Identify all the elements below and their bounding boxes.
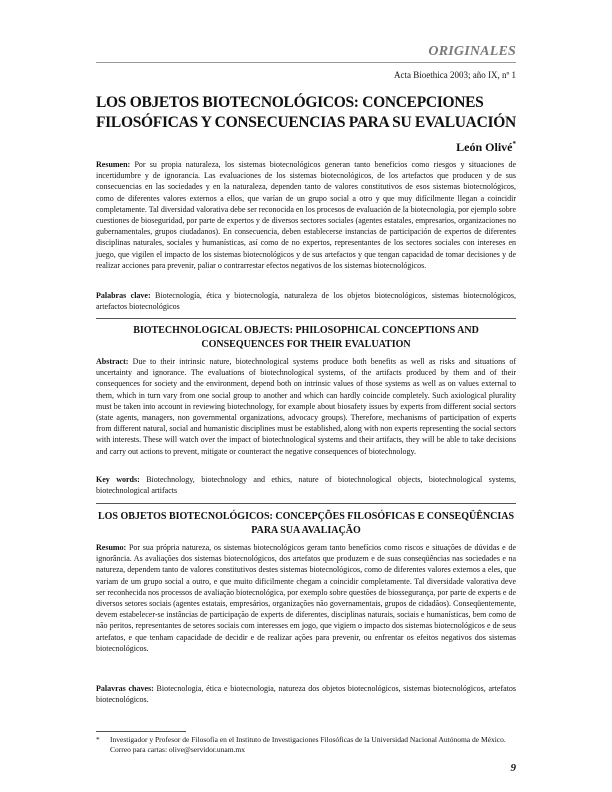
- footnote-text: Investigador y Profesor de Filosofía en el Instituto de Investigaciones Filosóficas de la Universidad Nacional Autónoma de México. Correo para cartas: olive@servidor.unam.mx: [110, 735, 506, 754]
- footnote-divider: [96, 731, 186, 732]
- author-footnote: [96, 735, 516, 755]
- keywords-es-text: Biotecnología, ética y biotecnología, naturaleza de los objetos biotecnológicos, sistemas biotecnológicos, artefactos biotecnológicos: [96, 291, 516, 312]
- author-name: León Olivé: [456, 140, 513, 154]
- abstract-pt: [96, 542, 516, 654]
- section-divider: [96, 318, 516, 319]
- abstract-es: [96, 159, 516, 271]
- keywords-en-label: Key words:: [96, 475, 140, 484]
- keywords-pt-text: Biotecnologia, ética e biotecnologia, natureza dos objetos biotecnológicos, sistemas biotecnológicos, artefatos biotecnológicos.: [96, 684, 517, 705]
- author-footnote-mark: *: [512, 140, 516, 148]
- abstract-en-text: Due to their intrinsic nature, biotechnological systems produce both benefits as well as risks and situations of uncertainty and ignorance. The evaluations of biotechnological systems, of the artifacts produced by them and of their consequences for society and the environment, depend both on intrinsic values of those systems as well as on values external to them, which in turn vary from one social group to another and which can hardly coincide completely. Such axiological plurality must be taken into account in reviewing biotechnology, for example about biosafety issues by experts from different social sectors (state agents, managers, non governmental organizations, advocacy groups). Therefore, mechanisms of participation of experts from different natural, social and humanistic disciplines must be established, along with non experts representing the social sectors with interests. These will watch over the impact of biotechnological systems and their artifacts, they will be able to take decisions and carry out actions to prevent, mitigate or counteract the negative consequences of biotechnology.: [96, 357, 516, 456]
- keywords-es-label: Palabras clave:: [96, 291, 151, 300]
- keywords-es: [96, 290, 516, 312]
- section-divider: [96, 503, 516, 504]
- keywords-en-text: Biotechnology, biotechnology and ethics, nature of biotechnological objects, biotechnological systems, biotechnological artifacts: [96, 475, 516, 496]
- page-number: 9: [510, 762, 516, 774]
- keywords-en: [96, 474, 516, 496]
- abstract-pt-text: Por sua própria natureza, os sistemas biotecnológicos geram tanto benefícios como riscos e situações de dúvidas e de ignorância. As avaliações dos sistemas biotecnológicos, dos artefatos que produzem e de suas conseqüências nas sociedades e na natureza, dependem tanto de valores constitutivos destes sistemas biotecnológicos, como de diferentes valores externos a eles, que variam de um grupo social a outro, e que muito dificilmente chegam a coincidir completamente. Tal diversidade valorativa deve ser reconhecida nos processos de avaliação biotecnológica, por exemplo sobre questões de biossegurança, por parte de experts e de diversos setores sociais (agentes estatais, empresários, organizações não governamentais, grupos de cidadãos). Conseqüentemente, devem estabelecer-se instâncias de participação de experts de diferentes, disciplinas naturais, sociais e humanísticas, bem como de não peritos, representantes de setores sociais com interesses em jogo, que vigiem o impacto dos sistemas biotecnológicos e de seus artefatos, e que tenham capacidade de decidir e de realizar ações para prevenir, ou enfrentar os efeitos negativos dos sistemas biotecnológicos.: [96, 543, 516, 653]
- journal-citation: Acta Bioethica 2003; año IX, nº 1: [393, 70, 516, 80]
- keywords-pt: [96, 683, 516, 705]
- footnote-mark: *: [96, 735, 100, 744]
- english-title: BIOTECHNOLOGICAL OBJECTS: PHILOSOPHICAL CONCEPTIONS AND CONSEQUENCES FOR THEIR EVALUATION: [133, 325, 479, 350]
- abstract-es-text: Por su propia naturaleza, los sistemas biotecnológicos generan tanto beneficios como riesgos y situaciones de incertidumbre y de ignorancia. Las evaluaciones de los sistemas biotecnológicos, de los artefactos que producen y de sus consecuencias en las sociedades y en la naturaleza, dependen tanto de valores constitutivos de esos sistemas biotecnológicos, como de diferentes valores externos a ellos, que varían de un grupo social a otro y que muy difícilmente llegan a coincidir completamente. Tal diversidad valorativa debe ser reconocida en los procesos de evaluación de la biotecnología, por ejemplo sobre cuestiones de bioseguridad, por parte de expertos y de diversos sectores sociales (agentes estatales, empresarios, organizaciones no gubernamentales, grupos ciudadanos). En consecuencia, deben establecerse instancias de participación de expertos de diferentes disciplinas naturales, sociales y humanísticas, así como de no expertos, representantes de los sectores sociales con intereses en juego, que vigilen el impacto de los sistemas biotecnológicos y de sus artefactos y que tengan capacidad de tomar decisiones y de realizar acciones para prevenir, paliar o contrarrestar efectos negativos de los sistemas biotecnológicos.: [96, 160, 516, 270]
- abstract-es-label: Resumen:: [96, 160, 131, 169]
- article-title: LOS OBJETOS BIOTECNOLÓGICOS: CONCEPCIONES FILOSÓFICAS Y CONSECUENCIAS PARA SU EVALUACIÓN: [96, 94, 516, 131]
- abstract-pt-label: Resumo:: [96, 543, 127, 552]
- keywords-pt-label: Palavras chaves:: [96, 684, 154, 693]
- abstract-en: [96, 356, 516, 457]
- header-divider: [96, 62, 516, 63]
- portuguese-title: LOS OBJETOS BIOTECNOLÓGICOS: CONCEPÇÕES FILOSÓFICAS E CONSEQÜÊNCIAS PARA SUA AVALIAÇÃO: [97, 511, 515, 536]
- abstract-en-label: Abstract:: [96, 357, 129, 366]
- author-line: [456, 140, 516, 155]
- section-label: ORIGINALES: [428, 44, 516, 59]
